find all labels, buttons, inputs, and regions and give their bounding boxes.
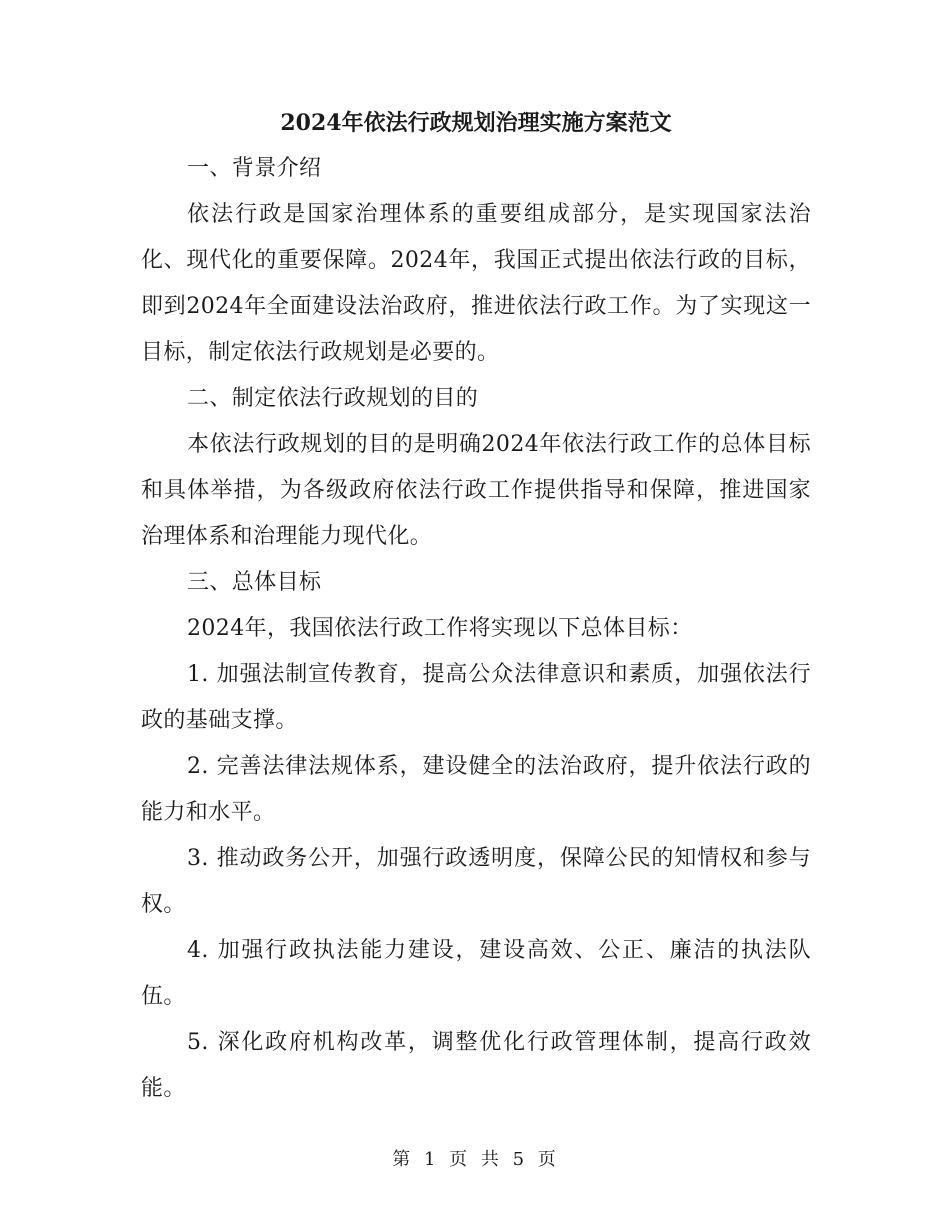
list-item-goal-5: 5. 深化政府机构改革，调整优化行政管理体制，提高行政效能。 — [141, 1030, 811, 1101]
section-heading-background: 一、背景介绍 — [187, 156, 322, 181]
list-item-goal-4: 4. 加强行政执法能力建设，建设高效、公正、廉洁的执法队伍。 — [141, 938, 811, 1009]
list-item-goal-3: 3. 推动政务公开，加强行政透明度，保障公民的知情权和参与权。 — [141, 846, 811, 917]
section-heading-purpose: 二、制定依法行政规划的目的 — [187, 386, 479, 411]
list-item-goal-1: 1. 加强法制宣传教育，提高公众法律意识和素质，加强依法行政的基础支撑。 — [141, 662, 811, 733]
list-item-goal-2: 2. 完善法律法规体系，建设健全的法治政府，提升依法行政的能力和水平。 — [141, 754, 811, 825]
document-title: 2024年依法行政规划治理实施方案范文 — [280, 110, 672, 136]
paragraph-background: 依法行政是国家治理体系的重要组成部分，是实现国家法治化、现代化的重要保障。2024年，我国正式提出依法行政的目标，即到2024年全面建设法治政府，推进依法行政工作。为了实现这一目标，制定依法行政规划是必要的。 — [141, 202, 811, 365]
section-heading-overall-goals: 三、总体目标 — [187, 570, 322, 595]
document-body — [141, 100, 811, 1112]
paragraph-goals-intro: 2024年，我国依法行政工作将实现以下总体目标： — [187, 616, 693, 641]
paragraph-purpose: 本依法行政规划的目的是明确2024年依法行政工作的总体目标和具体举措，为各级政府依法行政工作提供指导和保障，推进国家治理体系和治理能力现代化。 — [141, 432, 811, 549]
page-number-footer: 第 1 页 共 5 页 — [392, 1149, 558, 1170]
